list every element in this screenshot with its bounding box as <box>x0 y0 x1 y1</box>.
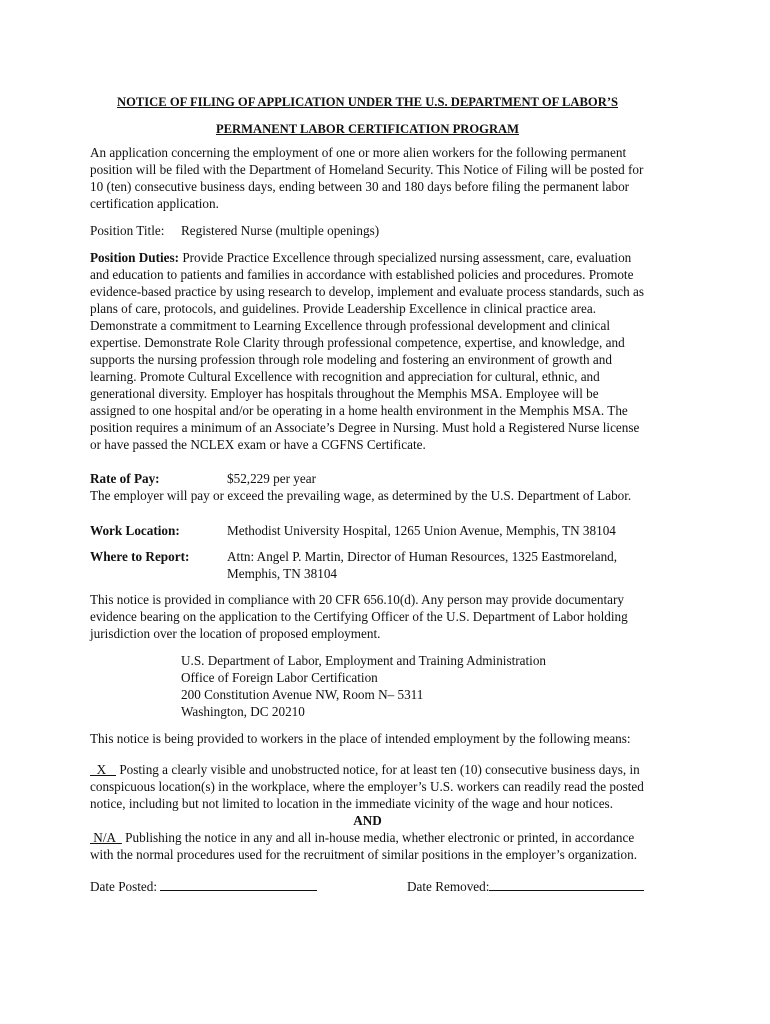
option-publishing-text: Publishing the notice in any and all in-house media, whether electronic or printed, in accordance with the normal procedures used for the recruitment of similar positions in the employer’s organization. <box>90 830 638 862</box>
rate-of-pay-value: $52,229 per year <box>227 471 316 486</box>
means-intro: This notice is being provided to workers in the place of intended employment by the following means: <box>90 731 631 746</box>
work-location-row <box>90 522 645 539</box>
date-posted-label: Date Posted: <box>90 879 161 894</box>
position-title-label: Position Title: <box>90 223 165 238</box>
where-to-report-label: Where to Report: <box>90 549 190 564</box>
notice-document <box>90 94 645 895</box>
date-removed-line[interactable] <box>489 877 644 891</box>
date-removed-label: Date Removed: <box>407 879 490 894</box>
option-posting-paragraph <box>90 761 645 812</box>
position-duties-paragraph <box>90 249 645 453</box>
position-duties-label: Position Duties: <box>90 250 180 265</box>
work-location-value: Methodist University Hospital, 1265 Union Avenue, Memphis, TN 38104 <box>227 523 616 538</box>
where-to-report-row <box>90 548 645 582</box>
where-to-report-line-2: Memphis, TN 38104 <box>227 566 338 581</box>
prevailing-wage-note: The employer will pay or exceed the prevailing wage, as determined by the U.S. Department of Labor. <box>90 488 632 503</box>
address-line-3: 200 Constitution Avenue NW, Room N– 5311 <box>181 687 424 702</box>
date-posted-field <box>90 877 407 895</box>
option-publishing-paragraph <box>90 829 645 863</box>
intro-paragraph: An application concerning the employment of one or more alien workers for the following permanent position will be filed with the Department of Homeland Security. This Notice of Filing will be posted for 10 (ten) consecutive business days, ending between 30 and 180 days before filing the permanent labor certification application. <box>90 145 644 211</box>
where-to-report-line-1: Attn: Angel P. Martin, Director of Human Resources, 1325 Eastmoreland, <box>227 549 618 564</box>
where-to-report-value <box>227 548 617 582</box>
notice-title-line-1: NOTICE OF FILING OF APPLICATION UNDER THE U.S. DEPARTMENT OF LABOR’S <box>116 95 619 109</box>
address-line-4: Washington, DC 20210 <box>181 704 305 719</box>
option-posting-text: Posting a clearly visible and unobstructed notice, for at least ten (10) consecutive business days, in conspicuous location(s) in the workplace, where the employer’s U.S. workers can readily read the posted notice, including but not limited to location in the immediate vicinity of the wage and hour notices. <box>90 762 644 811</box>
notice-title-line-2: PERMANENT LABOR CERTIFICATION PROGRAM <box>215 122 520 136</box>
address-line-1: U.S. Department of Labor, Employment and Training Administration <box>181 653 547 668</box>
rate-of-pay-row <box>90 470 645 487</box>
rate-of-pay-label: Rate of Pay: <box>90 471 160 486</box>
position-duties-text: Provide Practice Excellence through specialized nursing assessment, care, evaluation and education to patients and families in accordance with established policies and procedures. Promote evidence-based practice by using research to develop, implement and evaluate process standards, such as plans of care, protocols, and guidelines. Provide Leadership Excellence in clinical practice area. Demonstrate a commitment to Learning Excellence through professional development and clinical expertise. Demonstrate Role Clarity through professional competence, expertise, and knowledge, and supports the nursing profession through role modeling and fostering an environment of growth and learning. Promote Cultural Excellence with recognition and appreciation for cultural, ethnic, and generational diversity. Employer has hospitals throughout the Memphis MSA. Employee will be assigned to one hospital and/or be operating in a home health environment in the Memphis MSA. The position requires a minimum of an Associate’s Degree in Nursing. Must hold a Registered Nurse license or have passed the NCLEX exam or have a CGFNS Certificate. <box>90 250 645 452</box>
option-publishing-mark: N/A <box>90 830 122 845</box>
and-label: AND <box>353 813 382 828</box>
compliance-paragraph: This notice is provided in compliance with 20 CFR 656.10(d). Any person may provide documentary evidence bearing on the application to the Certifying Officer of the U.S. Department of Labor holding jurisdiction over the location of proposed employment. <box>90 592 628 641</box>
dol-address-block <box>181 652 645 720</box>
position-title-row <box>90 222 645 239</box>
date-posted-line[interactable] <box>160 877 317 891</box>
option-posting-mark: X <box>90 762 117 777</box>
dates-row <box>90 877 645 895</box>
position-title-value: Registered Nurse (multiple openings) <box>181 223 380 238</box>
address-line-2: Office of Foreign Labor Certification <box>181 670 378 685</box>
date-removed-field <box>407 877 644 895</box>
work-location-label: Work Location: <box>90 523 180 538</box>
